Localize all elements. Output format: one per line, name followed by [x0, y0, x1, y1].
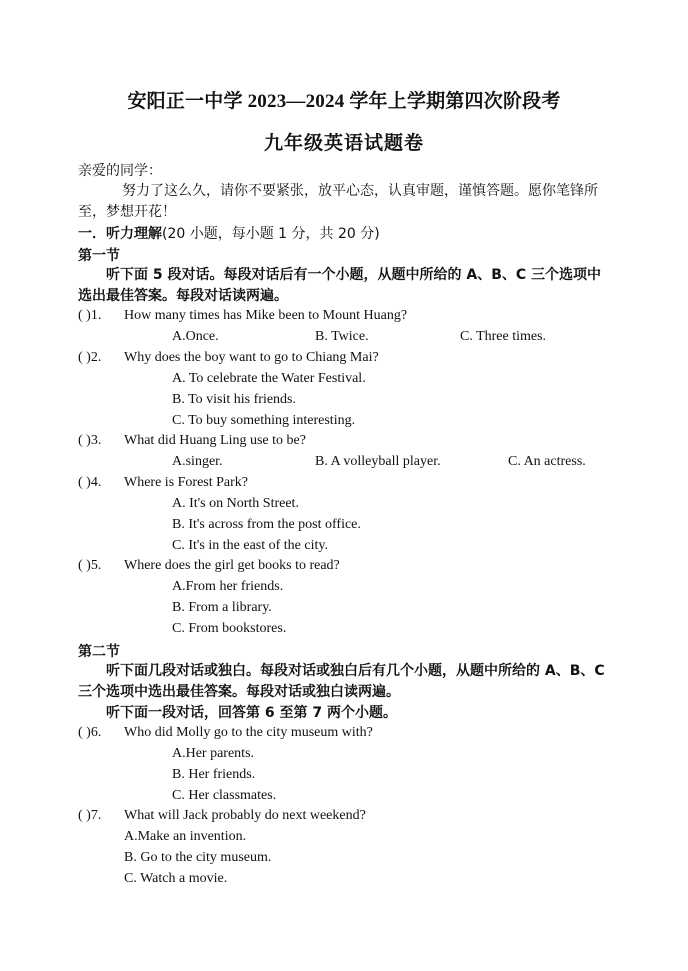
question-2-option-b: B. To visit his friends. — [172, 392, 296, 407]
question-2-text: Why does the boy want to go to Chiang Mai? — [124, 350, 379, 365]
question-6 — [78, 725, 373, 741]
greeting-text: 亲爱的同学： — [78, 163, 162, 179]
question-2-option-c: C. To buy something interesting. — [172, 413, 356, 428]
question-2-option-a: A. To celebrate the Water Festival. — [172, 371, 366, 386]
question-1-option-c: C. Three times. — [460, 329, 547, 344]
section1-title: 第一节 — [78, 248, 120, 264]
exam-subtitle: 九年级英语试题卷 — [263, 133, 424, 154]
question-1-number: ( )1. — [78, 308, 102, 323]
question-3-option-a: A.singer. — [172, 454, 223, 469]
question-6-option-a: A.Her parents. — [172, 746, 255, 761]
question-6-option-c: C. Her classmates. — [172, 788, 277, 803]
question-6-number: ( )6. — [78, 725, 102, 740]
part1-heading-score: (20 小题，每小题 1 分，共 20 分) — [162, 226, 380, 242]
question-7 — [78, 808, 366, 824]
section2-sub-instruction: 听下面一段对话，回答第 6 至第 7 两个小题。 — [106, 705, 397, 721]
exam-title: 安阳正一中学 2023—2024 学年上学期第四次阶段考 — [127, 91, 561, 112]
question-6-option-b: B. Her friends. — [172, 767, 256, 782]
question-7-option-c: C. Watch a movie. — [124, 871, 228, 886]
part1-heading — [78, 223, 380, 243]
encouragement-text: 努力了这么久，请你不要紧张，放平心态，认真审题，谨慎答题。愿你笔锋所至，梦想开花！ — [78, 183, 598, 220]
question-2-number: ( )2. — [78, 350, 102, 365]
question-1-option-a: A.Once. — [172, 329, 219, 344]
section1-instruction: 听下面 5 段对话。每段对话后有一个小题，从题中所给的 A、B、C 三个选项中选出最佳答案。每段对话读两遍。 — [78, 267, 602, 304]
question-4-number: ( )4. — [78, 475, 102, 490]
question-3-option-c: C. An actress. — [508, 454, 586, 469]
question-3-number: ( )3. — [78, 433, 102, 448]
question-1 — [78, 308, 407, 324]
question-7-option-b: B. Go to the city museum. — [124, 850, 272, 865]
question-7-text: What will Jack probably do next weekend? — [124, 808, 366, 823]
section2-instruction: 听下面几段对话或独白。每段对话或独白后有几个小题，从题中所给的 A、B、C 三个选项中选出最佳答案。每段对话或独白读两遍。 — [78, 663, 605, 700]
question-3 — [78, 433, 306, 449]
question-4-text: Where is Forest Park? — [124, 475, 249, 490]
question-7-option-a: A.Make an invention. — [124, 829, 247, 844]
question-5-text: Where does the girl get books to read? — [124, 558, 340, 573]
question-4 — [78, 475, 248, 491]
question-3-text: What did Huang Ling use to be? — [124, 433, 306, 448]
question-6-text: Who did Molly go to the city museum with? — [124, 725, 373, 740]
question-1-text: How many times has Mike been to Mount Huang? — [124, 308, 408, 323]
question-5-option-c: C. From bookstores. — [172, 621, 287, 636]
question-5 — [78, 558, 340, 574]
question-4-option-c: C. It's in the east of the city. — [172, 538, 328, 553]
part1-heading-title: 一．听力理解 — [78, 226, 162, 242]
question-1-option-b: B. Twice. — [315, 329, 369, 344]
question-3-option-b: B. A volleyball player. — [315, 454, 441, 469]
question-5-option-b: B. From a library. — [172, 600, 272, 615]
section2-title: 第二节 — [78, 644, 120, 660]
question-5-number: ( )5. — [78, 558, 102, 573]
question-4-option-a: A. It's on North Street. — [172, 496, 299, 511]
question-5-option-a: A.From her friends. — [172, 579, 284, 594]
question-2 — [78, 350, 379, 366]
question-7-number: ( )7. — [78, 808, 102, 823]
question-4-option-b: B. It's across from the post office. — [172, 517, 361, 532]
